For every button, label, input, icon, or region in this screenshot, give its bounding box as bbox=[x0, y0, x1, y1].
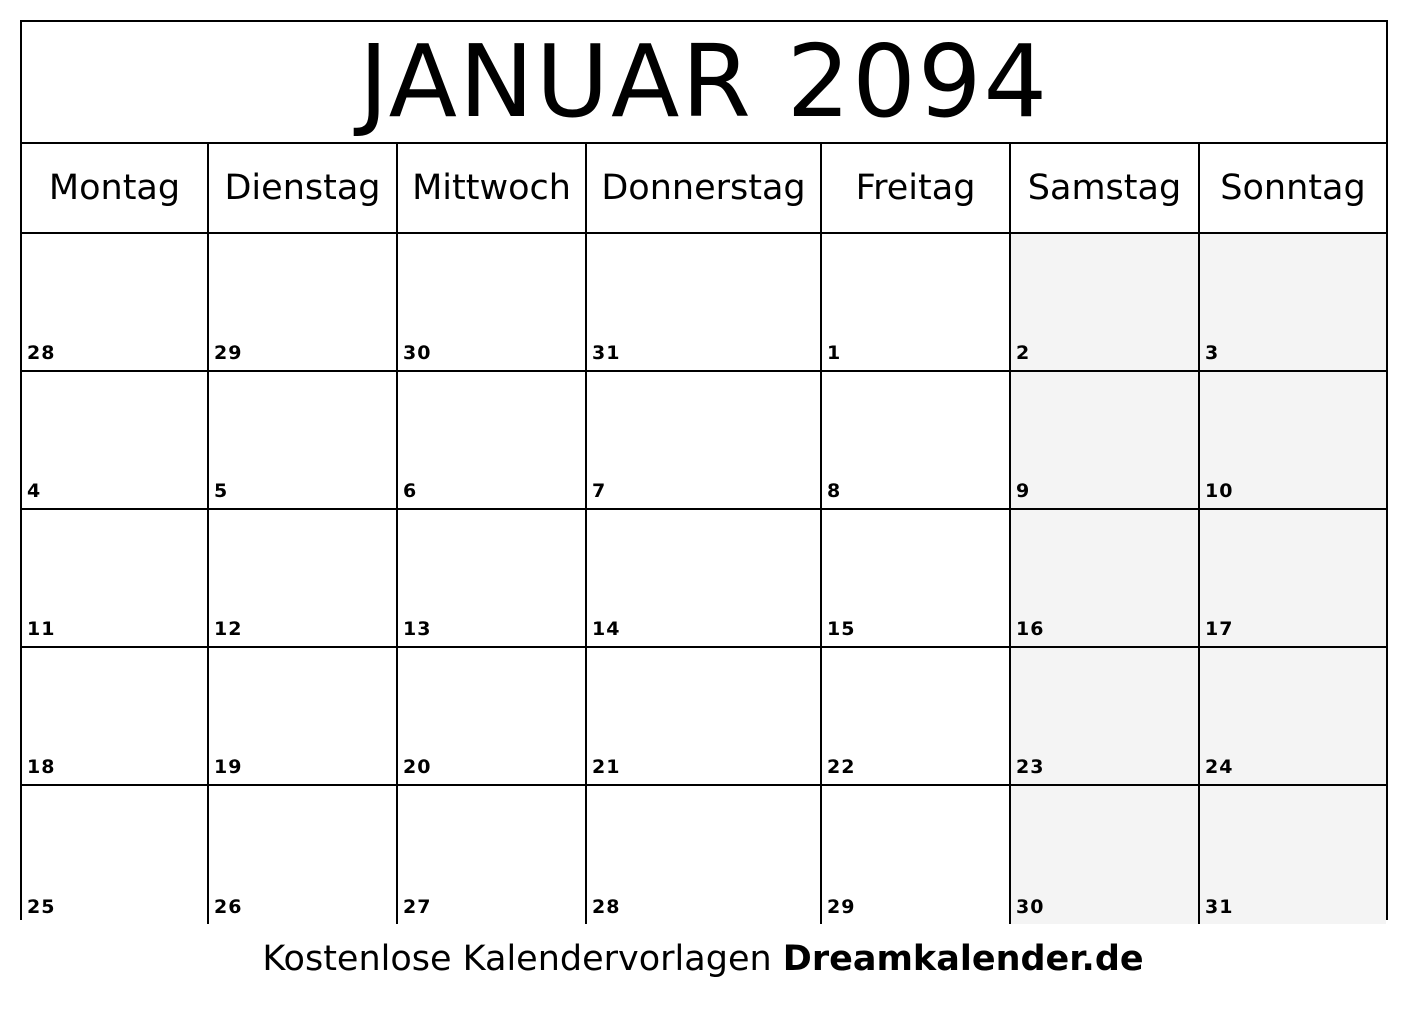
day-number: 27 bbox=[403, 896, 432, 918]
weekday-header-sunday: Sonntag bbox=[1200, 144, 1386, 234]
day-number: 13 bbox=[403, 618, 432, 640]
day-number: 31 bbox=[592, 342, 621, 364]
weekend-day-cell bbox=[1011, 786, 1200, 924]
day-cell bbox=[822, 786, 1011, 924]
day-cell bbox=[398, 786, 587, 924]
day-cell bbox=[22, 648, 209, 786]
day-cell bbox=[587, 372, 822, 510]
weekend-day-cell bbox=[1200, 510, 1386, 648]
day-number: 23 bbox=[1016, 756, 1045, 778]
calendar-title: JANUAR 2094 bbox=[22, 22, 1386, 144]
day-cell bbox=[22, 786, 209, 924]
day-number: 2 bbox=[1016, 342, 1031, 364]
weekday-header-wednesday: Mittwoch bbox=[398, 144, 587, 234]
day-number: 29 bbox=[214, 342, 243, 364]
footer-brand: Dreamkalender.de bbox=[782, 939, 1144, 979]
weekday-header-thursday: Donnerstag bbox=[587, 144, 822, 234]
day-number: 22 bbox=[827, 756, 856, 778]
day-number: 1 bbox=[827, 342, 842, 364]
day-cell bbox=[822, 510, 1011, 648]
day-number: 30 bbox=[1016, 896, 1045, 918]
day-number: 25 bbox=[27, 896, 56, 918]
day-number: 4 bbox=[27, 480, 42, 502]
weekday-header-monday: Montag bbox=[22, 144, 209, 234]
weekend-day-cell bbox=[1011, 648, 1200, 786]
day-number: 12 bbox=[214, 618, 243, 640]
calendar bbox=[20, 20, 1388, 920]
day-number: 5 bbox=[214, 480, 229, 502]
day-number: 21 bbox=[592, 756, 621, 778]
day-number: 28 bbox=[592, 896, 621, 918]
day-cell bbox=[209, 372, 398, 510]
day-cell bbox=[822, 372, 1011, 510]
weekday-header-tuesday: Dienstag bbox=[209, 144, 398, 234]
day-number: 9 bbox=[1016, 480, 1031, 502]
day-cell bbox=[22, 372, 209, 510]
day-number: 29 bbox=[827, 896, 856, 918]
day-cell bbox=[209, 234, 398, 372]
day-cell bbox=[209, 786, 398, 924]
footer-text: Kostenlose Kalendervorlagen bbox=[262, 939, 772, 979]
day-number: 16 bbox=[1016, 618, 1045, 640]
day-cell bbox=[822, 648, 1011, 786]
day-number: 15 bbox=[827, 618, 856, 640]
day-number: 26 bbox=[214, 896, 243, 918]
day-number: 28 bbox=[27, 342, 56, 364]
day-cell bbox=[398, 372, 587, 510]
weekend-day-cell bbox=[1011, 372, 1200, 510]
day-number: 19 bbox=[214, 756, 243, 778]
day-number: 31 bbox=[1205, 896, 1234, 918]
weekend-day-cell bbox=[1200, 234, 1386, 372]
day-cell bbox=[587, 648, 822, 786]
day-number: 18 bbox=[27, 756, 56, 778]
weekend-day-cell bbox=[1200, 648, 1386, 786]
day-number: 24 bbox=[1205, 756, 1234, 778]
day-cell bbox=[398, 234, 587, 372]
day-cell bbox=[209, 510, 398, 648]
day-cell bbox=[587, 510, 822, 648]
weekend-day-cell bbox=[1200, 372, 1386, 510]
day-cell bbox=[209, 648, 398, 786]
day-number: 14 bbox=[592, 618, 621, 640]
day-number: 17 bbox=[1205, 618, 1234, 640]
day-number: 30 bbox=[403, 342, 432, 364]
day-cell bbox=[398, 648, 587, 786]
weekend-day-cell bbox=[1011, 234, 1200, 372]
day-number: 8 bbox=[827, 480, 842, 502]
weekend-day-cell bbox=[1011, 510, 1200, 648]
day-cell bbox=[22, 234, 209, 372]
day-number: 20 bbox=[403, 756, 432, 778]
weekday-header-saturday: Samstag bbox=[1011, 144, 1200, 234]
calendar-grid bbox=[22, 144, 1386, 920]
day-cell bbox=[587, 234, 822, 372]
day-cell bbox=[822, 234, 1011, 372]
day-number: 10 bbox=[1205, 480, 1234, 502]
weekday-header-friday: Freitag bbox=[822, 144, 1011, 234]
weekend-day-cell bbox=[1200, 786, 1386, 924]
day-number: 7 bbox=[592, 480, 607, 502]
day-number: 11 bbox=[27, 618, 56, 640]
day-cell bbox=[398, 510, 587, 648]
day-number: 6 bbox=[403, 480, 418, 502]
day-cell bbox=[587, 786, 822, 924]
day-cell bbox=[22, 510, 209, 648]
day-number: 3 bbox=[1205, 342, 1220, 364]
footer bbox=[0, 936, 1406, 982]
